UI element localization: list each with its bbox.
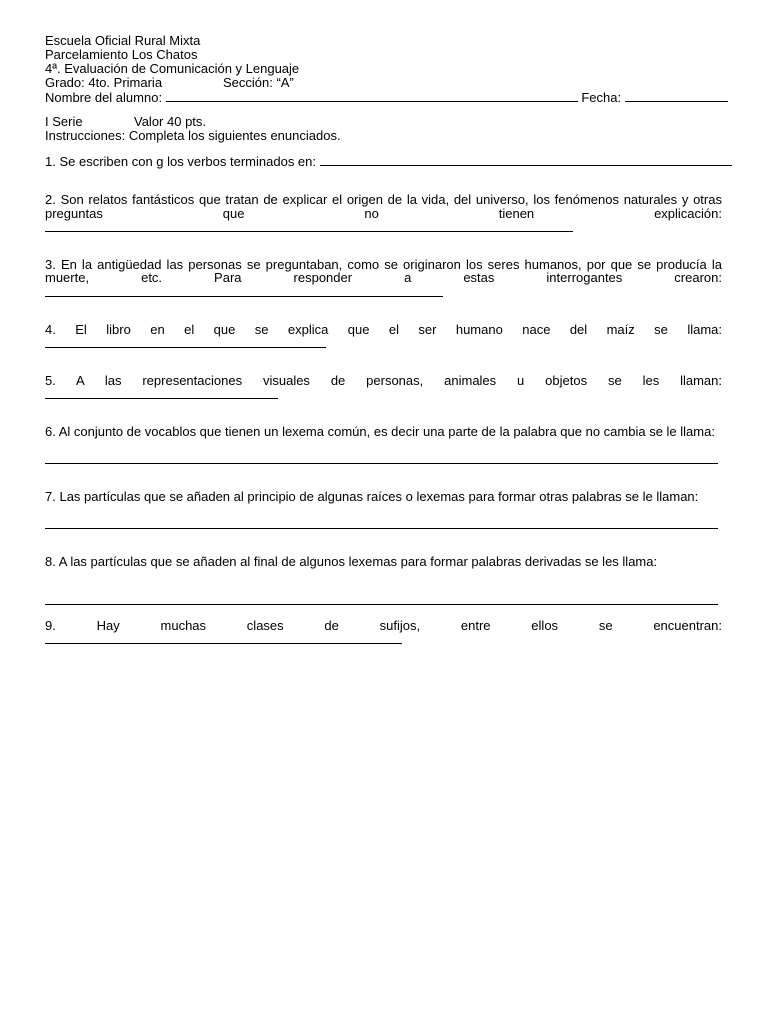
question-text: En la antigüedad las personas se preguntaban, como se originaron los seres humanos, por que se producía la muerte, etc. Para responder a estas interrogantes crearon: (45, 256, 722, 286)
question-number: 5. (45, 372, 56, 388)
question-2 (45, 193, 722, 234)
question-number: 9. (45, 617, 56, 633)
question-text: A las partículas que se añaden al final de algunos lexemas para formar palabras derivadas se les llama: (58, 553, 658, 569)
date-label: Fecha: (581, 90, 622, 105)
question-number: 2. (45, 192, 56, 207)
answer-blank[interactable] (45, 285, 443, 297)
question-1 (45, 154, 722, 168)
question-number: 3. (45, 256, 56, 272)
answer-blank[interactable] (45, 632, 402, 644)
question-9 (45, 619, 722, 646)
answer-blank[interactable] (45, 336, 326, 348)
answer-blank[interactable] (45, 593, 718, 605)
question-8 (45, 555, 722, 607)
answer-blank[interactable] (45, 220, 573, 232)
question-text: Al conjunto de vocablos que tienen un lexema común, es decir una parte de la palabra que no cambia se le llama: (58, 423, 715, 439)
date-blank[interactable] (625, 90, 728, 102)
school-name: Escuela Oficial Rural Mixta (45, 33, 201, 48)
answer-blank[interactable] (320, 154, 732, 166)
question-6 (45, 425, 722, 466)
section-label: Sección: “A” (223, 75, 294, 90)
exam-title: 4ª. Evaluación de Comunicación y Lenguaje (45, 61, 300, 76)
answer-blank[interactable] (45, 387, 278, 399)
serie-value: Valor 40 pts. (134, 114, 207, 129)
answer-blank[interactable] (45, 517, 718, 529)
question-text: Se escriben con g los verbos terminados en: (59, 154, 316, 169)
question-text: El libro en el que se explica que el ser humano nace del maíz se llama: (75, 321, 722, 337)
question-text: Hay muchas clases de sufijos, entre ellos se encuentran: (96, 617, 722, 633)
question-number: 8. (45, 553, 56, 569)
answer-blank[interactable] (45, 452, 718, 464)
question-3 (45, 258, 722, 299)
serie-row (45, 115, 722, 129)
question-number: 7. (45, 488, 56, 504)
student-date-row (45, 90, 722, 104)
question-text: Las partículas que se añaden al principio de algunas raíces o lexemas para formar otras palabras se le llaman: (59, 488, 699, 504)
question-number: 6. (45, 423, 56, 439)
question-text: Son relatos fantásticos que tratan de explicar el origen de la vida, del universo, los fenómenos naturales y otras preguntas que no tienen explicación: (45, 192, 722, 221)
question-text-block (45, 555, 722, 569)
student-name-blank[interactable] (166, 90, 578, 102)
question-text: A las representaciones visuales de personas, animales u objetos se les llaman: (76, 372, 722, 388)
question-7 (45, 490, 722, 531)
question-5 (45, 374, 722, 401)
question-4 (45, 323, 722, 350)
instructions: Instrucciones: Completa los siguientes enunciados. (45, 128, 341, 143)
question-text-block (45, 490, 722, 504)
grade-section-row (45, 76, 722, 90)
question-text-block (45, 425, 722, 439)
worksheet-content (45, 34, 722, 646)
grade-label: Grado: 4to. Primaria (45, 75, 163, 90)
question-number: 1. (45, 154, 56, 169)
serie-title: I Serie (45, 114, 83, 129)
question-number: 4. (45, 321, 56, 337)
place-name: Parcelamiento Los Chatos (45, 47, 198, 62)
student-name-label: Nombre del alumno: (45, 90, 163, 105)
